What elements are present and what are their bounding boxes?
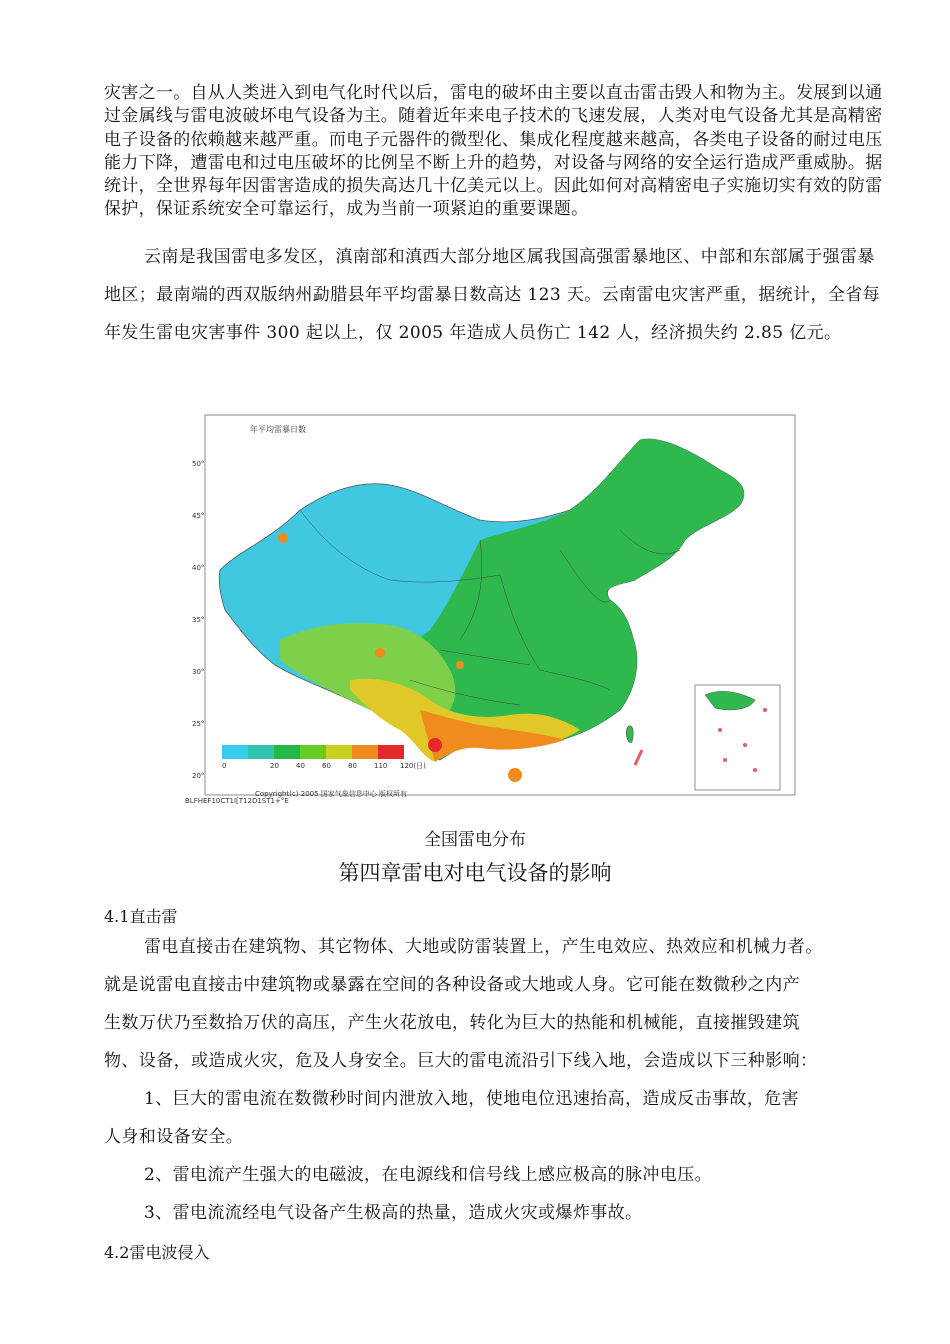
lightning-distribution-map [180, 410, 880, 805]
legend-swatch [352, 745, 378, 759]
body-line: 物、设备，或造成火灾，危及人身安全。巨大的雷电流沿引下线入地，会造成以下三种影响： [104, 1051, 818, 1071]
legend-swatch [222, 745, 248, 759]
lat-label: 45° [192, 512, 205, 520]
legend-tick-label: 40 [296, 762, 305, 770]
legend-swatch [248, 745, 274, 759]
legend-swatch [274, 745, 300, 759]
list-item: 3、雷电流流经电气设备产生极高的热量，造成火灾或爆炸事故。 [144, 1203, 643, 1223]
map-title: 年平均雷暴日数 [250, 425, 306, 434]
legend-swatch [326, 745, 352, 759]
list-item-continuation: 人身和设备安全。 [104, 1127, 244, 1147]
lat-label: 25° [192, 720, 205, 728]
legend-tick-label: 60 [322, 762, 331, 770]
legend-tick-label: 120(日) [400, 762, 426, 770]
lat-label: 20° [192, 772, 205, 780]
section-body [104, 928, 884, 1232]
map-code-text: BLFHEF10CT1I[T12D1ST1+°E [185, 797, 289, 805]
lat-label: 40° [192, 564, 205, 572]
section-heading: 4.2雷电波侵入 [104, 1243, 210, 1262]
list-item: 2、雷电流产生强大的电磁波，在电源线和信号线上感应极高的脉冲电压。 [144, 1165, 713, 1185]
yunnan-paragraph: 云南是我国雷电多发区，滇南部和滇西大部分地区属我国高强雷暴地区、中部和东部属于强雷暴地区；最南端的西双版纳州勐腊县年平均雷暴日数高达 123 天。云南雷电灾害严重，据统计，全省每年发生雷电灾害事件 300 起以上，仅 2005 年造成人员伤亡 142 人，经济损失约 2.85 亿元。 [104, 247, 881, 343]
legend-tick-label: 80 [348, 762, 357, 770]
legend-tick-label: 110 [374, 762, 388, 770]
intro-paragraph: 灾害之一。自从人类进入到电气化时代以后，雷电的破坏由主要以直击雷击毁人和物为主。发展到以通过金属线与雷电波破坏电气设备为主。随着近年来电子技术的飞速发展，人类对电气设备尤其是高精密电子设备的依赖越来越严重。而电子元器件的微型化、集成化程度越来越高，各类电子设备的耐过电压能力下降，遭雷电和过电压破坏的比例呈不断上升的趋势，对设备与网络的安全运行造成严重威胁。据统计，全世界每年因雷害造成的损失高达几十亿美元以上。因此如何对高精密电子实施切实有效的防雷保护，保证系统安全可靠运行，成为当前一项紧迫的重要课题。 [104, 83, 883, 220]
list-item: 1、巨大的雷电流在数微秒时间内泄放入地，使地电位迅速抬高，造成反击事故，危害 [144, 1089, 800, 1109]
latitude-labels [192, 460, 204, 780]
figure-caption: 全国雷电分布 [424, 830, 526, 850]
legend-swatch [378, 745, 404, 759]
lat-label: 35° [192, 616, 205, 624]
legend-swatch [300, 745, 326, 759]
chapter-title: 第四章雷电对电气设备的影响 [338, 861, 612, 885]
legend-tick-label: 20 [270, 762, 279, 770]
body-line: 就是说雷电直接击中建筑物或暴露在空间的各种设备或大地或人身。它可能在数微秒之内产 [104, 975, 800, 995]
lat-label: 30° [192, 668, 205, 676]
body-line: 生数万伏乃至数拾万伏的高压，产生火花放电，转化为巨大的热能和机械能，直接摧毁建筑 [104, 1013, 800, 1033]
body-line: 雷电直接击在建筑物、其它物体、大地或防雷装置上，产生电效应、热效应和机械力者。 [144, 937, 823, 957]
legend-tick-label: 0 [222, 762, 227, 770]
lat-label: 50° [192, 460, 205, 468]
map-canvas [180, 410, 880, 805]
copyright-text: Copyright(c) 2005 国家气象信息中心 版权所有 [255, 790, 408, 798]
section-heading: 4.1直击雷 [104, 907, 178, 926]
